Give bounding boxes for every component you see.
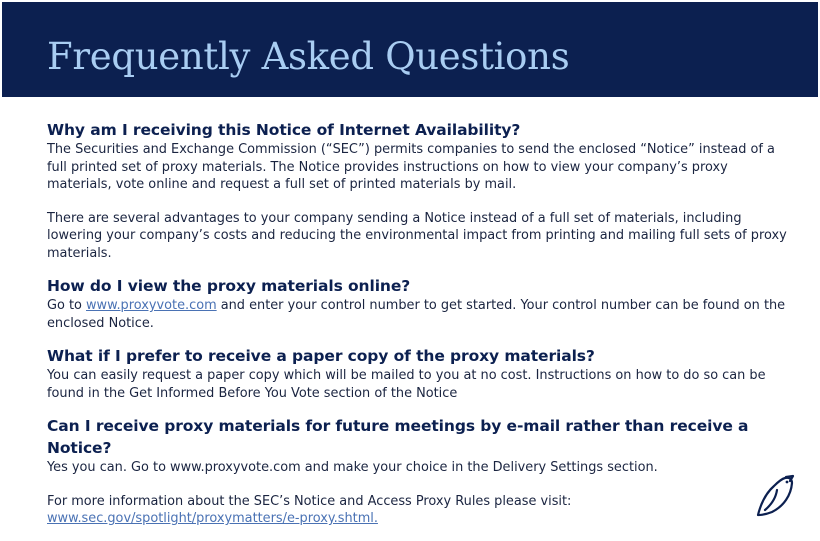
faq-answer: You can easily request a paper copy which will be mailed to you at no cost. Instructions on how to do so can be found in the Get Informed Before You Vote section of the Notice (47, 368, 766, 401)
answer-text: Go to (47, 298, 87, 313)
bird-logo-icon (752, 473, 796, 519)
faq-answer: There are several advantages to your company sending a Notice instead of a full set of materials, including lowering your company’s costs and reducing the environmental impact from printing and mailing full sets of proxy materials. (47, 210, 787, 261)
faq-item (47, 415, 787, 477)
page-title: Frequently Asked Questions (47, 35, 570, 78)
faq-content (47, 119, 787, 528)
faq-item (47, 275, 787, 332)
faq-question: What if I prefer to receive a paper copy of the proxy materials? (47, 347, 595, 365)
faq-item (47, 119, 787, 262)
header-banner (2, 2, 818, 97)
faq-question: Why am I receiving this Notice of Internet Availability? (47, 121, 521, 139)
footer-info (47, 493, 787, 528)
faq-item (47, 345, 787, 402)
faq-answer: Yes you can. Go to www.proxyvote.com and make your choice in the Delivery Settings section. (47, 460, 658, 475)
faq-question: Can I receive proxy materials for future meetings by e-mail rather than receive a Notice? (47, 417, 749, 457)
faq-answer (47, 297, 787, 332)
footer-text: For more information about the SEC’s Notice and Access Proxy Rules please visit: (47, 493, 572, 509)
faq-question: How do I view the proxy materials online? (47, 277, 411, 295)
answer-text: and enter your control number to get started. Your control number can be found on the enclosed Notice. (47, 298, 786, 331)
proxyvote-link[interactable]: www.proxyvote.com (86, 298, 217, 313)
sec-link[interactable]: www.sec.gov/spotlight/proxymatters/e-proxy.shtml. (47, 511, 378, 526)
faq-answer: The Securities and Exchange Commission (“SEC”) permits companies to send the enclosed “Notice” instead of a full printed set of proxy materials. The Notice provides instructions on how to view your company’s proxy materials, vote online and request a full set of printed materials by mail. (47, 142, 775, 192)
